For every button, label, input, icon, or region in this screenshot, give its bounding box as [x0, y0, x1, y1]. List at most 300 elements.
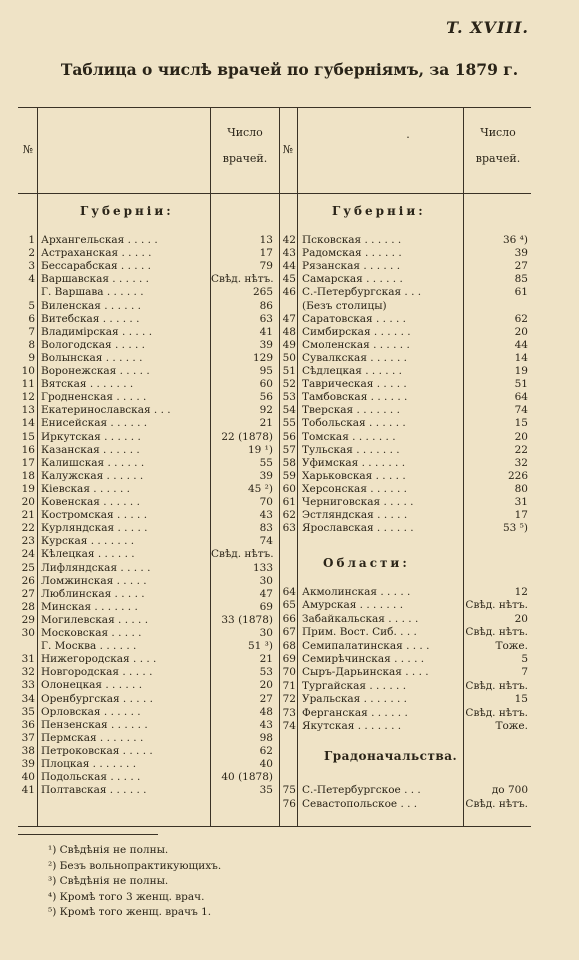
row-value: 19 [514, 365, 528, 377]
row-number: 51 [282, 365, 296, 377]
row-name: Симбирская . . . . . . [302, 325, 411, 338]
row-name: (Безъ столицы) [302, 299, 387, 312]
footnote: ²) Безъ вольнопрактикующихъ. [48, 859, 222, 872]
table-row [18, 706, 280, 719]
row-number: 1 [28, 234, 35, 246]
table-row [280, 666, 531, 679]
section-gubernii-left: Губерніи: [80, 204, 174, 218]
row-name: Калишская . . . . . . [41, 456, 145, 469]
row-number: 28 [21, 600, 35, 613]
row-name: Ярославская . . . . . . [302, 522, 414, 535]
row-value: 80 [514, 482, 528, 495]
page-number-mark: T. XVIII. [446, 18, 529, 37]
table-row [280, 391, 531, 404]
row-name: Прим. Вост. Сиб. . . . [302, 626, 417, 639]
table-row [280, 313, 531, 326]
row-number: 33 [21, 679, 35, 692]
row-value: 98 [259, 731, 273, 744]
row-value: 20 [514, 612, 528, 625]
table-row [18, 483, 280, 496]
row-number: 20 [21, 496, 35, 508]
row-value: Свѣд. нѣтъ. [211, 548, 274, 561]
row-value: 92 [259, 404, 273, 417]
row-value: Свѣд. нѣтъ. [465, 798, 528, 810]
row-number: 21 [21, 509, 35, 522]
footnote: ³) Свѣдѣнія не полны. [48, 875, 169, 887]
row-value: 27 [514, 260, 528, 273]
row-number: 9 [28, 351, 35, 364]
row-value: 31 [514, 496, 528, 508]
row-number: 71 [282, 679, 296, 692]
row-number: 73 [282, 706, 296, 719]
row-number: 64 [282, 586, 296, 598]
row-number: 62 [282, 509, 296, 522]
table-row [18, 234, 280, 247]
row-name: Г. Варшава . . . . . . [41, 286, 144, 299]
row-value: 20 [259, 679, 273, 692]
row-name: Херсонская . . . . . . [302, 482, 407, 495]
row-value: 265 [252, 286, 273, 299]
row-value: 40 (1878) [221, 771, 273, 784]
row-name: Казанская . . . . . . [41, 443, 140, 456]
row-value: Тоже. [495, 639, 528, 652]
row-value: 43 [259, 509, 273, 522]
table-row [280, 509, 531, 522]
row-number: 47 [282, 312, 296, 325]
right-number-header: № [282, 143, 294, 156]
row-number: 4 [28, 273, 35, 286]
table-row [18, 732, 280, 745]
row-name: Олонецкая . . . . . . [41, 679, 143, 692]
row-value: Тоже. [495, 720, 528, 732]
table-row [280, 784, 531, 797]
table-row [18, 679, 280, 692]
data-table [18, 107, 531, 827]
row-name: Люблинская . . . . . [41, 587, 145, 600]
row-value: 47 [259, 587, 273, 600]
row-number: 27 [21, 587, 35, 600]
table-row [280, 444, 531, 457]
footnote: ⁵) Кромѣ того женщ. врачъ 1. [48, 906, 212, 918]
footnote: ⁴) Кромѣ того 3 женщ. врач. [48, 890, 205, 903]
table-row [280, 300, 531, 313]
row-number: 13 [21, 404, 35, 417]
row-name: Минская . . . . . . . [41, 600, 138, 613]
row-name: Бессарабская . . . . . [41, 260, 151, 273]
table-row [280, 720, 531, 733]
row-value: 21 [259, 417, 273, 430]
row-number: 22 [21, 522, 35, 535]
table-row [18, 286, 280, 299]
table-row [18, 719, 280, 732]
row-value: 62 [259, 744, 273, 757]
table-row [280, 707, 531, 720]
row-name: Подольская . . . . . [41, 771, 141, 784]
row-value: 43 [259, 718, 273, 731]
row-value: 39 [259, 338, 273, 351]
row-name: С.-Петербургская . . . [302, 286, 422, 299]
row-number: 54 [282, 404, 296, 417]
row-value: 79 [259, 260, 273, 273]
section-gradonachalstva: Градоначальства. [324, 749, 458, 763]
row-value: Свѣд. нѣтъ. [465, 599, 528, 612]
row-name: Г. Москва . . . . . . [41, 640, 137, 653]
row-name: Тульская . . . . . . . [302, 443, 400, 456]
row-number: 14 [21, 417, 35, 430]
row-name: Семипалатинская . . . . [302, 639, 430, 652]
row-name: Лифляндская . . . . . [41, 561, 151, 574]
table-row [18, 339, 280, 352]
row-name: Эстляндская . . . . . [302, 509, 408, 522]
table-row [18, 247, 280, 260]
row-name: Томская . . . . . . . [302, 430, 396, 443]
table-row [18, 260, 280, 273]
row-number: 16 [21, 443, 35, 456]
row-name: Тамбовская . . . . . . [302, 391, 408, 404]
row-value: 41 [259, 325, 273, 338]
table-row [18, 417, 280, 430]
row-number: 15 [21, 430, 35, 443]
row-name: Амурская . . . . . . . [302, 599, 404, 612]
row-name: Енисейская . . . . . . [41, 417, 148, 430]
row-name: Уральская . . . . . . . [302, 693, 408, 706]
row-name: Ломжинская . . . . . [41, 574, 147, 587]
table-row [280, 431, 531, 444]
row-name: Костромская . . . . . [41, 509, 148, 522]
table-row [18, 693, 280, 706]
row-name: Тверская . . . . . . . [302, 404, 400, 417]
row-value: 35 [259, 784, 273, 797]
row-value: 61 [514, 286, 528, 299]
row-name: Кѣлецкая . . . . . . [41, 548, 135, 561]
row-number: 40 [21, 771, 35, 784]
table-row [280, 457, 531, 470]
row-value: 64 [514, 391, 528, 404]
row-number: 10 [21, 365, 35, 377]
row-number: 36 [21, 718, 35, 731]
table-row [18, 666, 280, 679]
row-name: Московская . . . . . [41, 627, 142, 639]
row-value: 69 [259, 600, 273, 613]
table-row [18, 391, 280, 404]
row-value: 22 (1878) [221, 430, 273, 443]
row-name: Сѣдлецкая . . . . . . [302, 365, 402, 377]
row-name: Варшавская . . . . . . [41, 273, 150, 286]
table-row [18, 365, 280, 378]
row-value: 56 [259, 391, 273, 404]
header-separator [18, 193, 531, 194]
row-number: 12 [21, 391, 35, 404]
row-name: Оренбургская . . . . . [41, 692, 153, 705]
row-number: 38 [21, 744, 35, 757]
row-name: Якутская . . . . . . . [302, 720, 402, 732]
row-number: 45 [282, 273, 296, 286]
table-row [18, 522, 280, 535]
table-row [280, 599, 531, 612]
table-row [280, 247, 531, 260]
row-value: 12 [514, 586, 528, 598]
row-value: 63 [259, 312, 273, 325]
row-value: 15 [514, 693, 528, 706]
table-row [18, 352, 280, 365]
table-row [18, 300, 280, 313]
table-row [18, 653, 280, 666]
row-name: Пензенская . . . . . . [41, 718, 148, 731]
row-number: 11 [21, 378, 35, 391]
row-name: Иркутская . . . . . . [41, 430, 141, 443]
row-number: 31 [21, 653, 35, 666]
table-row [18, 758, 280, 771]
row-number: 75 [282, 784, 296, 796]
table-row [280, 586, 531, 599]
row-number: 74 [282, 720, 296, 732]
table-row [18, 771, 280, 784]
row-name: Орловская . . . . . . [41, 705, 141, 718]
table-row [18, 326, 280, 339]
table-row [280, 339, 531, 352]
row-name: Курляндская . . . . . [41, 522, 148, 535]
row-name: Таврическая . . . . . [302, 378, 407, 391]
row-value: 53 ⁵) [502, 522, 528, 535]
row-name: Уфимская . . . . . . . [302, 456, 406, 469]
row-number: 5 [28, 299, 35, 312]
table-row [280, 378, 531, 391]
row-number: 41 [21, 784, 35, 797]
section-oblasti: Области: [323, 556, 410, 570]
row-name: Воронежская . . . . . [41, 365, 150, 377]
row-name: Кіевская . . . . . . [41, 482, 130, 495]
row-number: 63 [282, 522, 296, 535]
row-number: 60 [282, 482, 296, 495]
row-name: Астраханская . . . . . [41, 247, 152, 260]
row-number: 76 [282, 798, 296, 810]
row-value: 83 [259, 522, 273, 535]
row-number: 2 [28, 247, 35, 260]
left-number-header: № [22, 143, 34, 156]
table-row [280, 626, 531, 639]
row-number: 46 [282, 286, 296, 299]
row-name: Вологодская . . . . . [41, 338, 146, 351]
row-value: Свѣд. нѣтъ. [465, 706, 528, 719]
row-value: 39 [259, 469, 273, 482]
row-value: Свѣд. нѣтъ. [465, 626, 528, 639]
row-value: 20 [514, 325, 528, 338]
row-value: 20 [514, 430, 528, 443]
row-number: 23 [21, 535, 35, 548]
row-value: 36 ⁴) [502, 234, 528, 246]
row-name: Калужская . . . . . . [41, 469, 144, 482]
row-name: Самарская . . . . . . [302, 273, 403, 286]
row-value: 226 [507, 469, 528, 482]
table-row [280, 680, 531, 693]
row-value: 74 [259, 535, 273, 548]
row-value: 5 [521, 653, 528, 665]
row-number: 44 [282, 260, 296, 273]
row-number: 59 [282, 469, 296, 482]
row-number: 72 [282, 693, 296, 706]
row-name: Новгородская . . . . . [41, 666, 153, 679]
row-name: Нижегородская . . . . [41, 653, 157, 666]
row-number: 19 [21, 482, 35, 495]
row-name: Пермская . . . . . . . [41, 731, 144, 744]
table-row [18, 378, 280, 391]
table-row [18, 614, 280, 627]
row-name: Забайкальская . . . . . [302, 612, 419, 625]
row-name: Тургайская . . . . . . [302, 679, 407, 692]
row-value: 17 [514, 509, 528, 522]
row-value: 86 [259, 299, 273, 312]
row-value: 19 ¹) [247, 443, 273, 456]
table-row [18, 562, 280, 575]
footnotes [48, 843, 221, 921]
table-title: Таблица о числѣ врачей по губерніямъ, за 1879 г. [60, 60, 519, 79]
row-number: 8 [28, 338, 35, 351]
row-value: 13 [259, 234, 273, 246]
table-row [280, 365, 531, 378]
row-number: 24 [21, 548, 35, 561]
row-number: 43 [282, 247, 296, 260]
row-name: Черниговская . . . . . [302, 496, 414, 508]
row-name: Екатеринославская . . . [41, 404, 171, 417]
row-number: 17 [21, 456, 35, 469]
row-value: 44 [514, 338, 528, 351]
table-row [18, 431, 280, 444]
table-row [18, 548, 280, 561]
row-number: 55 [282, 417, 296, 430]
table-row [18, 404, 280, 417]
table-row [280, 326, 531, 339]
row-number: 39 [21, 758, 35, 770]
row-number: 58 [282, 456, 296, 469]
row-name: Витебская . . . . . . [41, 312, 140, 325]
row-value: до 700 [491, 784, 528, 796]
header-mark: . [406, 128, 410, 141]
table-row [280, 417, 531, 430]
table-row [280, 496, 531, 509]
footnote-rule [18, 834, 158, 835]
row-value: 60 [259, 378, 273, 391]
row-name: Ковенская . . . . . . [41, 496, 140, 508]
row-name: Петроковская . . . . . [41, 744, 153, 757]
row-value: 133 [252, 561, 273, 574]
row-value: 30 [259, 574, 273, 587]
row-number: 34 [21, 692, 35, 705]
row-name: Рязанская . . . . . . [302, 260, 401, 273]
row-value: 51 [514, 378, 528, 391]
row-number: 29 [21, 613, 35, 626]
row-name: Тобольская . . . . . . [302, 417, 406, 430]
table-row [18, 313, 280, 326]
row-name: Плоцкая . . . . . . . [41, 758, 137, 770]
row-name: Курская . . . . . . . [41, 535, 135, 548]
row-value: 17 [259, 247, 273, 260]
row-number: 56 [282, 430, 296, 443]
row-value: 51 ³) [247, 640, 273, 653]
row-value: 70 [259, 496, 273, 508]
row-value: 85 [514, 273, 528, 286]
row-value: 74 [514, 404, 528, 417]
row-number: 26 [21, 574, 35, 587]
row-number: 25 [21, 561, 35, 574]
row-number: 32 [21, 666, 35, 679]
row-name: Смоленская . . . . . . [302, 338, 410, 351]
row-name: Ферганская . . . . . . [302, 706, 408, 719]
table-row [280, 798, 531, 811]
table-row [280, 273, 531, 286]
table-row [18, 745, 280, 758]
row-number: 70 [282, 666, 296, 679]
row-number: 52 [282, 378, 296, 391]
row-value: 22 [514, 443, 528, 456]
row-name: Сыръ-Дарьинская . . . . [302, 666, 429, 679]
section-gubernii-right: Губерніи: [332, 204, 426, 218]
table-row [280, 613, 531, 626]
table-row [18, 640, 280, 653]
table-row [280, 693, 531, 706]
row-name: Севастопольское . . . [302, 798, 418, 810]
row-value: 33 (1878) [221, 613, 273, 626]
row-name: Волынская . . . . . . [41, 351, 143, 364]
table-row [280, 653, 531, 666]
table-row [18, 588, 280, 601]
table-row [18, 601, 280, 614]
row-number: 50 [282, 351, 296, 364]
table-row [18, 444, 280, 457]
row-number: 49 [282, 338, 296, 351]
table-row [18, 470, 280, 483]
row-value: 30 [259, 627, 273, 639]
row-name: Виленская . . . . . . [41, 299, 141, 312]
row-name: С.-Петербургское . . . [302, 784, 421, 796]
row-number: 37 [21, 731, 35, 744]
row-number: 53 [282, 391, 296, 404]
row-value: 62 [514, 312, 528, 325]
row-value: 15 [514, 417, 528, 430]
row-value: 48 [259, 705, 273, 718]
row-name: Могилевская . . . . . [41, 613, 149, 626]
row-value: 7 [521, 666, 528, 679]
table-row [18, 457, 280, 470]
right-count-header: Число врачей. [475, 126, 521, 165]
table-row [18, 784, 280, 797]
row-number: 3 [28, 260, 35, 273]
row-name: Владимірская . . . . . [41, 325, 153, 338]
row-number: 42 [282, 234, 296, 246]
table-row [280, 352, 531, 365]
row-value: 40 [259, 758, 273, 770]
table-row [280, 404, 531, 417]
row-value: 129 [252, 351, 273, 364]
row-name: Семирѣчинская . . . . . [302, 653, 425, 665]
table-row [18, 627, 280, 640]
row-number: 30 [21, 627, 35, 639]
row-name: Радомская . . . . . . [302, 247, 402, 260]
row-value: 53 [259, 666, 273, 679]
footnote: ¹) Свѣдѣнія не полны. [48, 844, 169, 856]
row-number: 69 [282, 653, 296, 665]
row-number: 48 [282, 325, 296, 338]
row-value: 21 [259, 653, 273, 666]
table-row [280, 286, 531, 299]
table-row [18, 273, 280, 286]
row-value: 32 [514, 456, 528, 469]
row-name: Гродненская . . . . . [41, 391, 147, 404]
table-row [280, 234, 531, 247]
row-number: 67 [282, 626, 296, 639]
left-count-header: Число врачей. [222, 126, 268, 165]
row-name: Харьковская . . . . . [302, 469, 406, 482]
table-row [18, 535, 280, 548]
